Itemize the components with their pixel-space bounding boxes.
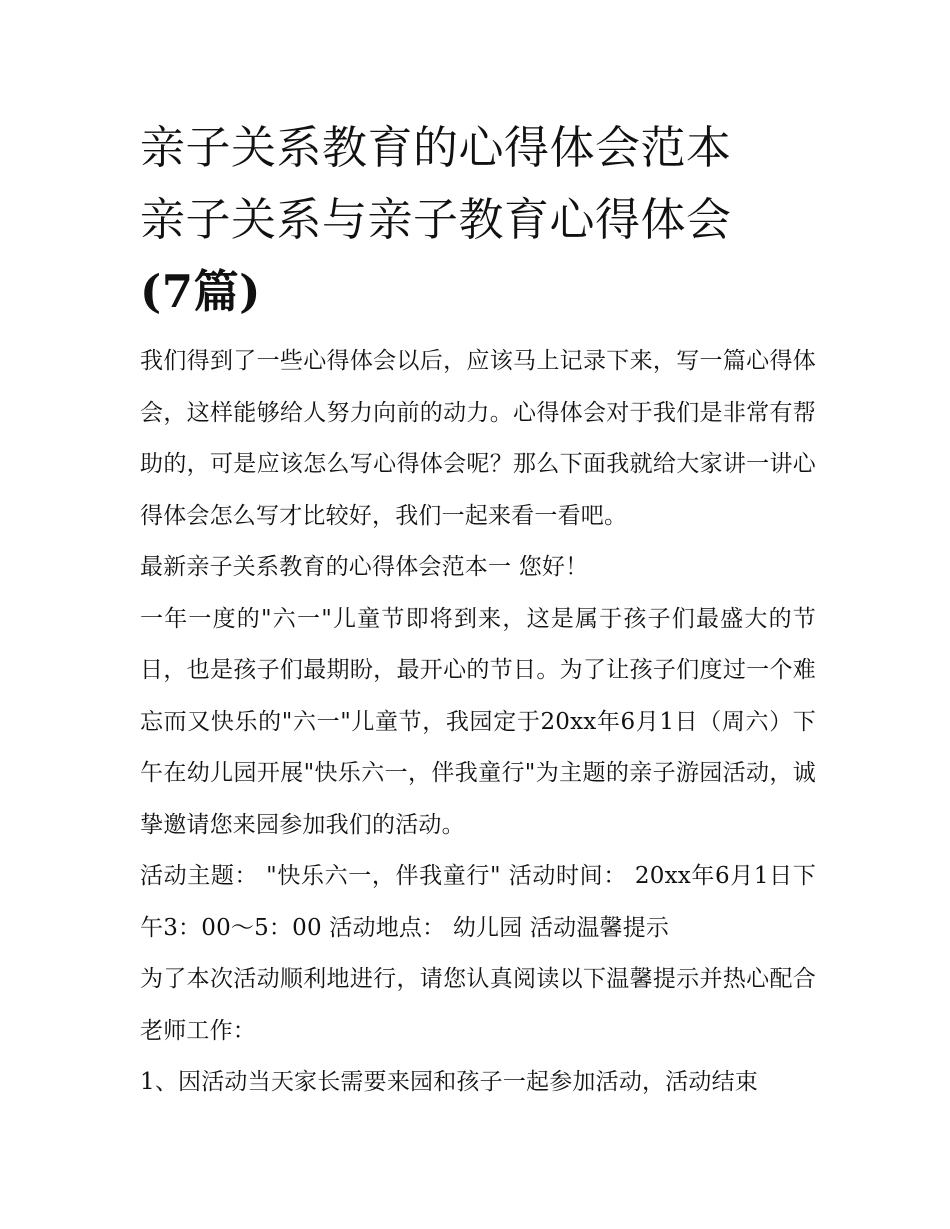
reminder-item-1: 1、因活动当天家长需要来园和孩子一起参加活动，活动结束 <box>140 1069 759 1095</box>
title-line-3: (7篇) <box>140 265 261 318</box>
intro-paragraph: 我们得到了一些心得体会以后，应该马上记录下来，写一篇心得体会，这样能够给人努力向前的动力。心得体会对于我们是非常有帮助的，可是应该怎么写心得体会呢？那么下面我就给大家讲一讲心得体会怎么写才比较好，我们一起来看一看吧。 <box>140 348 816 529</box>
section-heading-paragraph: 最新亲子关系教育的心得体会范本一 您好！ <box>140 554 589 580</box>
document-title <box>140 112 816 328</box>
reminder-intro-paragraph: 为了本次活动顺利地进行，请您认真阅读以下温馨提示并热心配合老师工作： <box>140 966 816 1044</box>
title-line-1: 亲子关系教育的心得体会范本 <box>140 121 732 174</box>
activity-details-paragraph: 活动主题： "快乐六一，伴我童行" 活动时间： 20xx年6月1日下午3：00～5：00 活动地点： 幼儿园 活动温馨提示 <box>140 863 816 941</box>
invitation-paragraph: 一年一度的"六一"儿童节即将到来，这是属于孩子们最盛大的节日，也是孩子们最期盼，最开心的节日。为了让孩子们度过一个难忘而又快乐的"六一"儿童节，我园定于20xx年6月1日（周六）下午在幼儿园开展"快乐六一，伴我童行"为主题的亲子游园活动，诚挚邀请您来园参加我们的活动。 <box>140 605 816 838</box>
title-line-2: 亲子关系与亲子教育心得体会 <box>140 193 732 246</box>
document-page <box>140 112 816 1109</box>
